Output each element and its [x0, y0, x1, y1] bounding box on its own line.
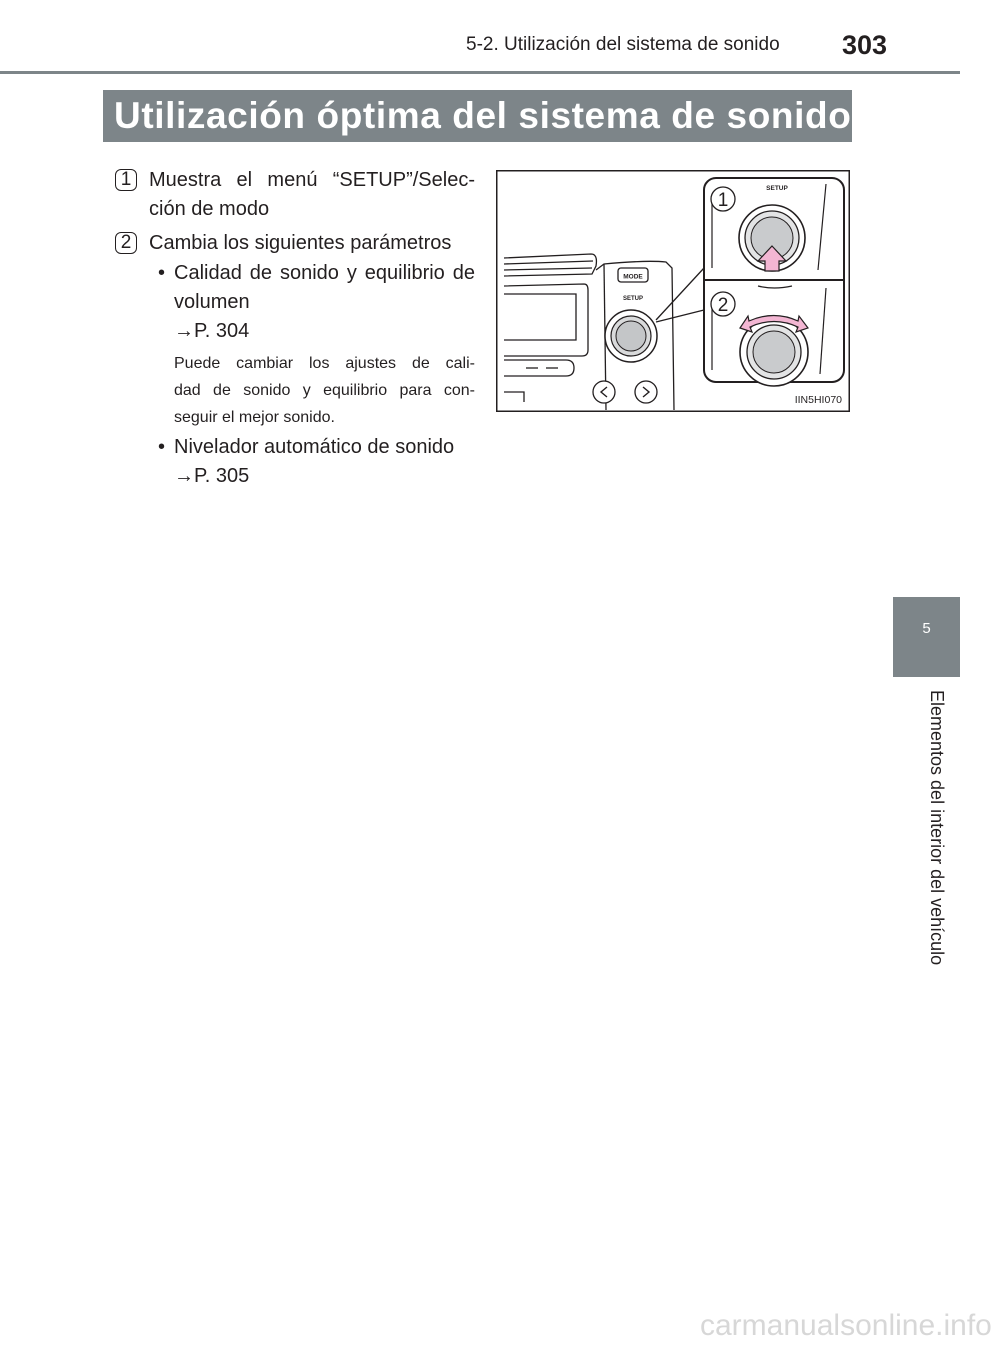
mode-label: MODE	[623, 273, 643, 281]
svg-text:2: 2	[717, 295, 729, 316]
audio-panel-illustration	[496, 170, 850, 412]
bullet-2-line-1: Nivelador automático de sonido	[174, 436, 455, 458]
setup-knob-small	[605, 310, 657, 362]
svg-text:1: 1	[717, 190, 729, 211]
chapter-tab[interactable]	[893, 597, 960, 677]
note-line-1: Puede cambiar los ajustes de cali-	[174, 355, 475, 372]
prev-button-graphic	[593, 381, 615, 403]
setup-label-small: SETUP	[622, 296, 644, 302]
bullet-1-line-1: Calidad de sonido y equilibrio de	[174, 262, 475, 284]
bullet-1-line-2: volumen	[174, 291, 250, 313]
bullet-2-marker: •	[158, 436, 166, 458]
chapter-number: 5	[922, 620, 931, 637]
next-button-graphic	[635, 381, 657, 403]
bullet-1-marker: •	[158, 262, 166, 284]
page-title: Utilización óptima del sistema de sonido	[103, 90, 852, 142]
note-line-3: seguir el mejor sonido.	[174, 409, 335, 426]
section-header: 5-2. Utilización del sistema de sonido	[466, 34, 780, 55]
step-1-badge: 1	[115, 169, 137, 191]
bullet-2-page-ref[interactable]: →P. 305	[174, 465, 250, 487]
chapter-label: Elementos del interior del vehículo	[927, 690, 947, 966]
bullet-1-page-ref[interactable]: →P. 304	[174, 320, 250, 342]
callout-1	[711, 187, 735, 211]
setup-label-large: SETUP	[766, 185, 788, 192]
figure-code: IIN5HI070	[794, 394, 842, 406]
step-1-line-2: ción de modo	[149, 198, 270, 220]
header-divider	[0, 71, 960, 74]
note-line-2: dad de sonido y equilibrio para con-	[174, 382, 475, 399]
callout-2	[711, 292, 735, 316]
step-1-line-1: Muestra el menú “SETUP”/Selec-	[149, 169, 475, 191]
step-2-badge: 2	[115, 232, 137, 254]
page-number: 303	[842, 30, 888, 60]
step-2-text: Cambia los siguientes parámetros	[149, 232, 452, 254]
watermark: carmanualsonline.info	[700, 1309, 992, 1342]
